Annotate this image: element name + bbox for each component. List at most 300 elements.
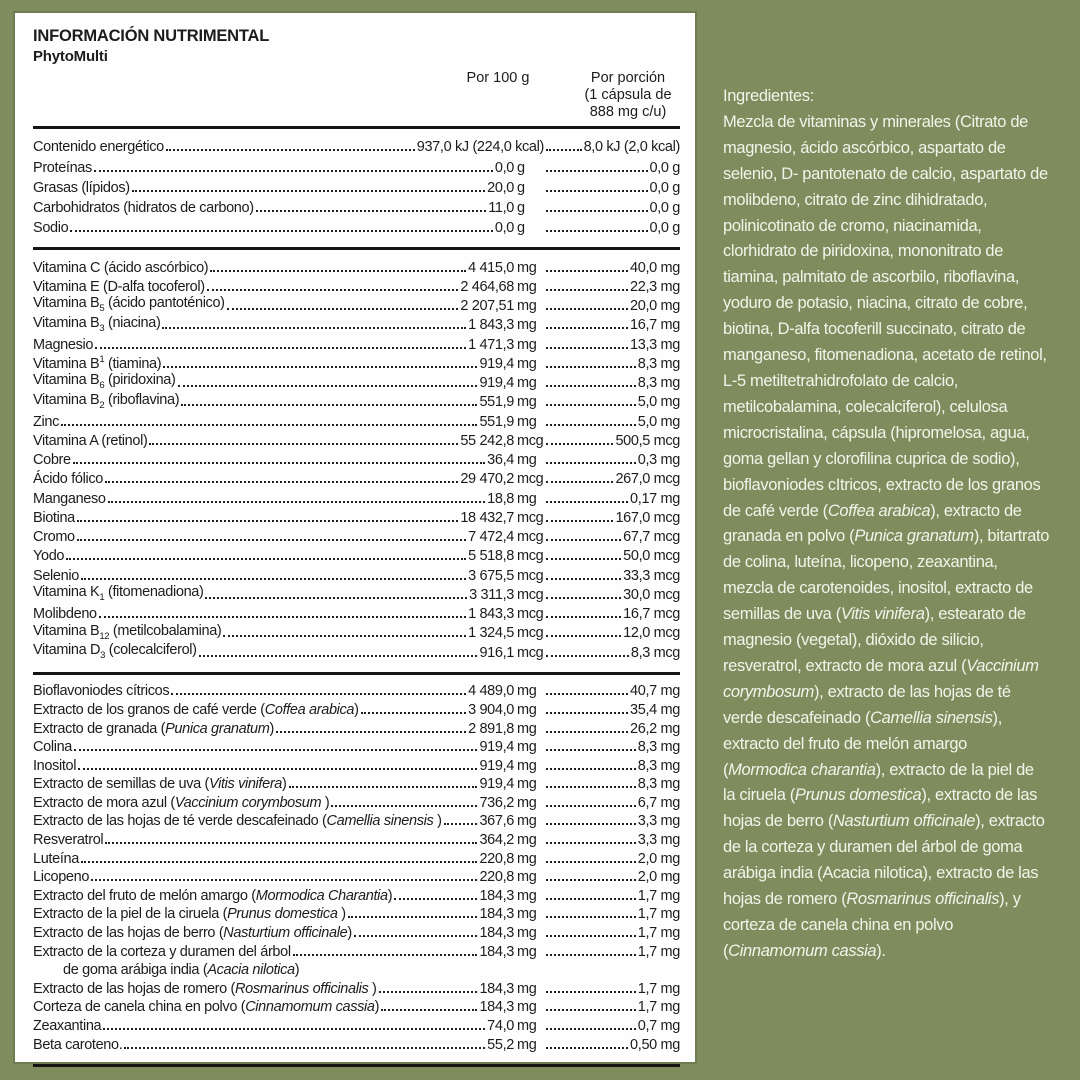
per-100g-value: 29 470,2 xyxy=(460,471,514,488)
dot-leader xyxy=(276,731,466,733)
dot-leader xyxy=(348,916,478,918)
per-100g-value: 919,4 xyxy=(479,375,514,392)
dot-leader xyxy=(546,190,648,192)
dot-leader xyxy=(546,635,621,637)
nutrient-label: Manganeso xyxy=(33,490,106,507)
nutrient-row xyxy=(33,1015,680,1034)
dot-leader xyxy=(546,404,636,406)
nutrient-row xyxy=(33,295,680,314)
nutrient-row xyxy=(33,867,680,886)
nutrient-label: Licopeno xyxy=(33,869,90,886)
per-portion-value: 5,0 mg xyxy=(637,413,680,430)
per-portion-cell xyxy=(544,832,680,848)
per-100g-value: 0,0 xyxy=(494,220,514,237)
per-100g-unit: g xyxy=(517,179,525,196)
nutrition-section-1 xyxy=(33,129,680,242)
per-100g-value: 7 472,4 xyxy=(468,529,514,546)
dot-leader xyxy=(546,693,628,695)
dot-leader xyxy=(163,366,477,368)
per-100g-value: 1 471,3 xyxy=(468,336,514,353)
per-portion-cell xyxy=(544,510,680,526)
nutrient-row xyxy=(33,487,680,506)
dot-leader xyxy=(546,347,628,349)
per-100g-unit: mg xyxy=(517,298,537,315)
per-portion-value: 8,3 mcg xyxy=(630,644,680,661)
nutrient-label: Zinc xyxy=(33,413,59,430)
divider-rule xyxy=(33,1064,680,1067)
ingredients-text: Mezcla de vitaminas y minerales (Citrato de magnesio, ácido ascórbico, aspartato de selenio, D- pantotenato de calcio, aspartato de molibdeno, citrato de zinc dihidratado, polinicotinato de cromo, niacinamida, clorhidrato de piridoxina, mononitrato de tiamina, palmitato de ascorbilo, riboflavina, yoduro de potasio, niacina, citrato de cobre, biotina, D-alfa tocoferill succinato, citrato de manganeso, fitomenadiona, acetato de retinol, L-5 metiltetrahidrofolato de calcio, metilcobalamina, colecalciferol), celulosa microcristalina, cápsula (hipromelosa, agua, goma gellan y clorofilina cuprica de sodio), bioflavoniodes cItricos, extracto de los granos de café verde (Coffea arabica), extracto de granada en polvo (Punica granatum), bitartrato de colina, luteína, licopeno, zeaxantina, mezcla de carotenoides, inositol, extracto de semillas de uva (Vitis vinifera), estearato de magnesio (vegetal), dióxido de silicio, resveratrol, extracto de mora azul (Vaccinium corymbosum), extracto de las hojas de té verde descafeinado (Camellia sinensis), extracto del fruto de melón amargo (Mormodica charantia), extracto de la piel de la ciruela (Prunus domestica), extracto de las hojas de berro (Nasturtium officinale), extracto de la corteza y duramen del árbol de goma arábiga india (Acacia nilotica), extracto de las hojas de romero (Rosmarinus officinalis), y corteza de canela china en polvo (Cinnamomum cassia). xyxy=(723,112,1050,960)
per-portion-value: 26,2 mg xyxy=(630,720,680,737)
per-100g-value: 1 843,3 xyxy=(468,317,514,334)
per-portion-cell xyxy=(544,356,680,372)
per-portion-cell xyxy=(544,587,680,603)
per-portion-value: 0,0 g xyxy=(649,220,680,237)
nutrient-label: Vitamina $B_6$ (piridoxina) xyxy=(33,372,176,392)
dot-leader xyxy=(74,749,477,751)
dot-leader xyxy=(77,520,458,522)
per-100g-value: 184,3 xyxy=(479,906,514,923)
nutrient-label: Zeaxantina xyxy=(33,1018,102,1035)
dot-leader xyxy=(95,347,466,349)
dot-leader xyxy=(546,481,613,483)
per-portion-value: 12,0 mcg xyxy=(623,625,680,642)
nutrient-label: Vitamina $B_{12}$ (metilcobalamina) xyxy=(33,622,222,642)
per-portion-value: 8,3 mg xyxy=(637,355,680,372)
dot-leader xyxy=(293,954,478,956)
nutrient-row xyxy=(33,391,680,410)
per-100g-unit: mg xyxy=(517,317,537,334)
dot-leader xyxy=(105,842,477,844)
dot-leader xyxy=(546,558,621,560)
nutrient-label: Beta caroteno. xyxy=(33,1036,123,1053)
per-100g-unit: mg xyxy=(517,794,537,811)
per-portion-value: 1,7 mg xyxy=(637,999,680,1016)
dot-leader xyxy=(178,385,478,387)
nutrient-row xyxy=(33,811,680,830)
per-portion-cell xyxy=(544,375,680,391)
nutrient-row xyxy=(33,848,680,867)
per-portion-cell xyxy=(544,999,680,1015)
per-100g-value: 55 242,8 xyxy=(460,432,514,449)
per-100g-unit: mcg xyxy=(517,529,544,546)
nutrient-row xyxy=(33,792,680,811)
per-portion-value: 22,3 mg xyxy=(630,278,680,295)
nutrient-label: Magnesio xyxy=(33,336,94,353)
per-100g-value: 551,9 xyxy=(479,413,514,430)
per-portion-cell xyxy=(544,683,680,699)
nutrient-row xyxy=(33,681,680,700)
dot-leader xyxy=(546,327,628,329)
nutrient-label: Luteína xyxy=(33,850,79,867)
dot-leader xyxy=(546,424,636,426)
dot-leader xyxy=(73,462,485,464)
per-portion-value: 0,0 g xyxy=(649,179,680,196)
nutrient-row xyxy=(33,885,680,904)
nutrient-label: Contenido energético xyxy=(33,139,164,156)
nutrient-label: Vitamina $B_5$ (ácido pantoténico) xyxy=(33,295,225,315)
per-100g-value: 11,0 xyxy=(488,200,514,217)
nutrition-facts-panel xyxy=(15,13,695,1062)
nutrient-row xyxy=(33,829,680,848)
dot-leader xyxy=(546,230,648,232)
per-portion-cell xyxy=(544,180,680,196)
per-100g-value: 3 675,5 xyxy=(468,567,514,584)
dot-leader xyxy=(108,501,486,503)
per-portion-value: 0,17 mg xyxy=(630,490,680,507)
per-portion-value: 8,0 kJ (2,0 kcal) xyxy=(583,139,680,156)
per-100g-value: 74,0 xyxy=(487,1018,514,1035)
nutrient-row xyxy=(33,545,680,564)
dot-leader xyxy=(91,879,477,881)
per-portion-cell xyxy=(544,414,680,430)
dot-leader xyxy=(379,991,478,993)
per-100g-value: 2 207,51 xyxy=(460,298,514,315)
per-100g-value: 736,2 xyxy=(479,794,514,811)
dot-leader xyxy=(546,991,636,993)
nutrient-row xyxy=(33,774,680,793)
per-portion-value: 3,3 mg xyxy=(637,832,680,849)
nutrient-row xyxy=(33,584,680,603)
nutrient-label: Extracto de las hojas de berro (Nasturtium officinale) xyxy=(33,925,352,942)
nutrient-row xyxy=(33,135,680,155)
per-100g-value: 1 843,3 xyxy=(468,606,514,623)
per-100g-unit: g xyxy=(517,200,525,217)
per-portion-cell xyxy=(544,568,680,584)
nutrient-row xyxy=(33,755,680,774)
per-portion-cell xyxy=(544,1018,680,1034)
dot-leader xyxy=(546,731,628,733)
nutrient-label: Vitamina $B_3$ (niacina) xyxy=(33,314,161,334)
per-portion-value: 50,0 mcg xyxy=(623,548,680,565)
nutrient-row xyxy=(33,314,680,333)
per-100g-value: 1 324,5 xyxy=(468,625,514,642)
nutrient-label: Vitamina $D_3$ (colecalciferol) xyxy=(33,641,197,661)
per-100g-value: 919,4 xyxy=(479,776,514,793)
per-portion-cell xyxy=(544,813,680,829)
nutrient-label: Extracto de granada (Punica granatum) xyxy=(33,720,274,737)
per-portion-cell xyxy=(544,758,680,774)
nutrient-row xyxy=(33,176,680,196)
per-100g-unit: mcg xyxy=(517,644,544,661)
nutrient-label: Bioflavoniodes cítricos xyxy=(33,683,170,700)
nutrient-row xyxy=(33,468,680,487)
per-portion-value: 1,7 mg xyxy=(637,887,680,904)
per-portion-value: 13,3 mg xyxy=(630,336,680,353)
nutrient-row xyxy=(33,276,680,295)
per-100g-value: 2 464,68 xyxy=(460,278,514,295)
per-100g-unit: mg xyxy=(517,906,537,923)
per-100g-unit: mg xyxy=(517,757,537,774)
product-name: PhytoMulti xyxy=(33,48,108,65)
dot-leader xyxy=(546,1009,636,1011)
dot-leader xyxy=(444,823,478,825)
nutrient-label: Carbohidratos (hidratos de carbono) xyxy=(33,200,254,217)
per-portion-value: 1,7 mg xyxy=(637,943,680,960)
nutrient-row xyxy=(33,353,680,372)
dot-leader xyxy=(546,842,636,844)
dot-leader xyxy=(166,149,415,151)
per-100g-unit: mg xyxy=(517,813,537,830)
dot-leader xyxy=(354,935,478,937)
per-100g-value: 184,3 xyxy=(479,943,514,960)
per-portion-cell xyxy=(544,279,680,295)
nutrient-row xyxy=(33,430,680,449)
per-100g-value: 220,8 xyxy=(479,850,514,867)
per-100g-unit: mg xyxy=(517,832,537,849)
nutrient-row xyxy=(33,904,680,923)
per-100g-value: 3 311,3 xyxy=(469,586,514,603)
per-portion-cell xyxy=(544,548,680,564)
per-100g-unit: g xyxy=(517,220,525,237)
dot-leader xyxy=(199,655,478,657)
dot-leader xyxy=(124,1047,485,1049)
per-100g-value: 4 415,0 xyxy=(468,259,514,276)
dot-leader xyxy=(99,616,466,618)
per-100g-value: 184,3 xyxy=(479,980,514,997)
nutrient-row xyxy=(33,372,680,391)
nutrient-label: Extracto de semillas de uva (Vitis vinifera) xyxy=(33,776,287,793)
dot-leader xyxy=(546,578,621,580)
per-portion-cell xyxy=(544,888,680,904)
per-100g-value: 4 489,0 xyxy=(468,683,514,700)
per-portion-cell xyxy=(544,529,680,545)
per-100g-value: 5 518,8 xyxy=(468,548,514,565)
nutrient-label: Inositol xyxy=(33,757,77,774)
dot-leader xyxy=(361,712,466,714)
nutrient-row xyxy=(33,256,680,275)
per-100g-unit: mg xyxy=(517,850,537,867)
dot-leader xyxy=(546,916,636,918)
dot-leader xyxy=(546,1028,636,1030)
ingredients-heading: Ingredientes: xyxy=(723,87,814,105)
per-portion-value: 30,0 mcg xyxy=(623,586,680,603)
nutrient-label: Molibdeno xyxy=(33,606,97,623)
per-portion-value: 6,7 mg xyxy=(637,794,680,811)
per-100g-unit: mg xyxy=(517,943,537,960)
dot-leader xyxy=(171,693,466,695)
per-100g-value: 18,8 xyxy=(487,490,514,507)
nutrient-label: Resveratrol xyxy=(33,832,104,849)
per-100g-unit: mg xyxy=(517,259,537,276)
per-100g-unit: mcg xyxy=(517,432,544,449)
dot-leader xyxy=(81,578,466,580)
dot-leader xyxy=(210,270,466,272)
per-100g-unit: mg xyxy=(517,869,537,886)
nutrient-label: Colina xyxy=(33,739,73,756)
nutrient-label: Vitamina $B_2$ (riboflavina) xyxy=(33,391,180,411)
dot-leader xyxy=(546,616,621,618)
dot-leader xyxy=(546,539,621,541)
dot-leader xyxy=(546,597,621,599)
per-portion-column-header: Por porción (1 cápsula de 888 mg c/u) xyxy=(584,70,672,120)
nutrient-label: Vitamina $K_1$ (fitomenadiona) xyxy=(33,584,204,603)
per-portion-value: 0,0 g xyxy=(649,159,680,176)
panel-title: INFORMACIÓN NUTRIMENTAL xyxy=(33,27,270,45)
dot-leader xyxy=(61,424,477,426)
nutrient-label: Extracto de los granos de café verde (Coffea arabica) xyxy=(33,701,359,718)
per-100g-unit: mg xyxy=(517,490,537,507)
dot-leader xyxy=(546,1047,628,1049)
per-portion-value: 0,0 g xyxy=(649,200,680,217)
per-100g-value: 184,3 xyxy=(479,887,514,904)
dot-leader xyxy=(546,805,636,807)
per-100g-unit: mg xyxy=(517,1018,537,1035)
per-100g-value: 36,4 xyxy=(487,452,514,469)
dot-leader xyxy=(105,481,458,483)
dot-leader xyxy=(546,501,628,503)
nutrient-row xyxy=(33,216,680,236)
nutrient-row xyxy=(33,155,680,175)
nutrient-label: Selenio xyxy=(33,567,79,584)
nutrient-label: Ácido fólico xyxy=(33,471,103,488)
per-100g-unit: mcg xyxy=(517,606,544,623)
dot-leader xyxy=(205,597,467,599)
per-portion-value: 8,3 mg xyxy=(637,776,680,793)
per-100g-unit: mg xyxy=(517,925,537,942)
per-portion-value: 33,3 mcg xyxy=(623,567,680,584)
per-portion-value: 67,7 mcg xyxy=(623,529,680,546)
nutrient-row xyxy=(33,507,680,526)
per-100g-value: 551,9 xyxy=(479,394,514,411)
per-100g-unit: mg xyxy=(517,683,537,700)
dot-leader xyxy=(394,898,477,900)
nutrition-section-2 xyxy=(33,250,680,666)
nutrient-label: Extracto de la piel de la ciruela (Prunus domestica ) xyxy=(33,906,346,923)
nutrient-row xyxy=(33,699,680,718)
dot-leader xyxy=(546,270,628,272)
dot-leader xyxy=(546,366,636,368)
nutrient-label: Yodo xyxy=(33,548,65,565)
per-100g-unit: mg xyxy=(517,336,537,353)
nutrient-row xyxy=(33,564,680,583)
per-portion-cell xyxy=(544,869,680,885)
dot-leader xyxy=(546,308,628,310)
dot-leader xyxy=(546,749,636,751)
nutrient-row xyxy=(33,449,680,468)
per-portion-cell xyxy=(544,298,680,314)
per-portion-cell xyxy=(544,200,680,216)
per-100g-unit: mg xyxy=(517,980,537,997)
dot-leader xyxy=(103,1028,485,1030)
per-100g-value: 364,2 xyxy=(479,832,514,849)
nutrient-row xyxy=(33,333,680,352)
nutrient-row xyxy=(33,978,680,997)
dot-leader xyxy=(66,558,466,560)
per-portion-cell xyxy=(544,981,680,997)
nutrient-label-continuation: de goma arábiga india ( Acacia nilotica ) xyxy=(63,962,300,979)
nutrient-label: Cobre xyxy=(33,452,71,469)
per-100g-value: 919,4 xyxy=(479,757,514,774)
per-portion-value: 35,4 mg xyxy=(630,701,680,718)
per-100g-value: 2 891,8 xyxy=(468,720,514,737)
per-100g-unit: mg xyxy=(517,394,537,411)
per-100g-value: 184,3 xyxy=(479,999,514,1016)
per-100g-unit: mg xyxy=(517,701,537,718)
per-100g-unit: mcg xyxy=(517,586,544,603)
per-100g-unit: mcg xyxy=(517,625,544,642)
per-portion-cell xyxy=(544,776,680,792)
per-100g-unit: mcg xyxy=(517,567,544,584)
per-100g-column-header: Por 100 g xyxy=(466,70,530,86)
per-100g-unit: mg xyxy=(517,887,537,904)
per-100g-value: 367,6 xyxy=(479,813,514,830)
dot-leader xyxy=(546,289,628,291)
per-portion-cell xyxy=(544,1037,680,1053)
per-portion-cell xyxy=(544,220,680,236)
dot-leader xyxy=(256,210,487,212)
per-100g-unit: mg xyxy=(517,720,537,737)
per-portion-value: 0,7 mg xyxy=(637,1018,680,1035)
per-portion-value: 16,7 mcg xyxy=(623,606,680,623)
dot-leader xyxy=(546,954,636,956)
per-100g-unit: mcg xyxy=(517,509,544,526)
nutrient-label: Extracto de las hojas de romero (Rosmarinus officinalis ) xyxy=(33,980,377,997)
nutrient-row xyxy=(33,526,680,545)
per-100g-value: 919,4 xyxy=(479,355,514,372)
per-100g-unit: mg xyxy=(517,375,537,392)
per-portion-cell xyxy=(544,795,680,811)
nutrient-label: Extracto de mora azul (Vaccinium corymbosum ) xyxy=(33,794,330,811)
dot-leader xyxy=(162,327,466,329)
dot-leader xyxy=(546,443,613,445)
per-portion-value: 1,7 mg xyxy=(637,925,680,942)
per-portion-cell xyxy=(544,260,680,276)
per-100g-unit: mg xyxy=(517,776,537,793)
per-100g-value: 916,1 xyxy=(479,644,514,661)
nutrient-row xyxy=(33,922,680,941)
per-portion-cell xyxy=(544,851,680,867)
nutrient-row xyxy=(33,622,680,641)
dot-leader xyxy=(546,210,648,212)
per-portion-value: 8,3 mg xyxy=(637,757,680,774)
dot-leader xyxy=(546,520,613,522)
dot-leader xyxy=(546,170,648,172)
per-portion-value: 500,5 mcg xyxy=(615,432,680,449)
per-100g-value: 55,2 xyxy=(487,1036,514,1053)
per-100g-value: 18 432,7 xyxy=(460,509,514,526)
nutrient-label: Cromo xyxy=(33,529,75,546)
nutrient-label: Vitamina C (ácido ascórbico) xyxy=(33,259,209,276)
per-portion-cell xyxy=(544,721,680,737)
nutrient-row xyxy=(33,1034,680,1053)
dot-leader xyxy=(94,170,493,172)
per-100g-unit: mg xyxy=(517,278,537,295)
per-portion-cell xyxy=(544,491,680,507)
per-portion-cell xyxy=(544,739,680,755)
per-portion-cell xyxy=(544,394,680,410)
dot-leader xyxy=(81,861,478,863)
nutrient-label: Corteza de canela china en polvo (Cinnamomum cassia) xyxy=(33,999,380,1016)
per-portion-value: 3,3 mg xyxy=(637,813,680,830)
dot-leader xyxy=(546,898,636,900)
dot-leader xyxy=(381,1009,477,1011)
per-portion-value: 267,0 mcg xyxy=(615,471,680,488)
dot-leader xyxy=(78,768,477,770)
per-portion-value: 1,7 mg xyxy=(637,906,680,923)
nutrient-row xyxy=(33,737,680,756)
dot-leader xyxy=(546,149,582,151)
dot-leader xyxy=(546,462,636,464)
per-portion-cell xyxy=(544,160,680,176)
dot-leader xyxy=(546,935,636,937)
per-100g-value: 0,0 xyxy=(494,159,514,176)
per-portion-value: 16,7 mg xyxy=(630,317,680,334)
per-portion-cell xyxy=(544,702,680,718)
nutrient-row xyxy=(33,196,680,216)
column-headers xyxy=(33,70,680,121)
per-portion-cell xyxy=(544,944,680,960)
per-100g-unit: mcg xyxy=(517,548,544,565)
